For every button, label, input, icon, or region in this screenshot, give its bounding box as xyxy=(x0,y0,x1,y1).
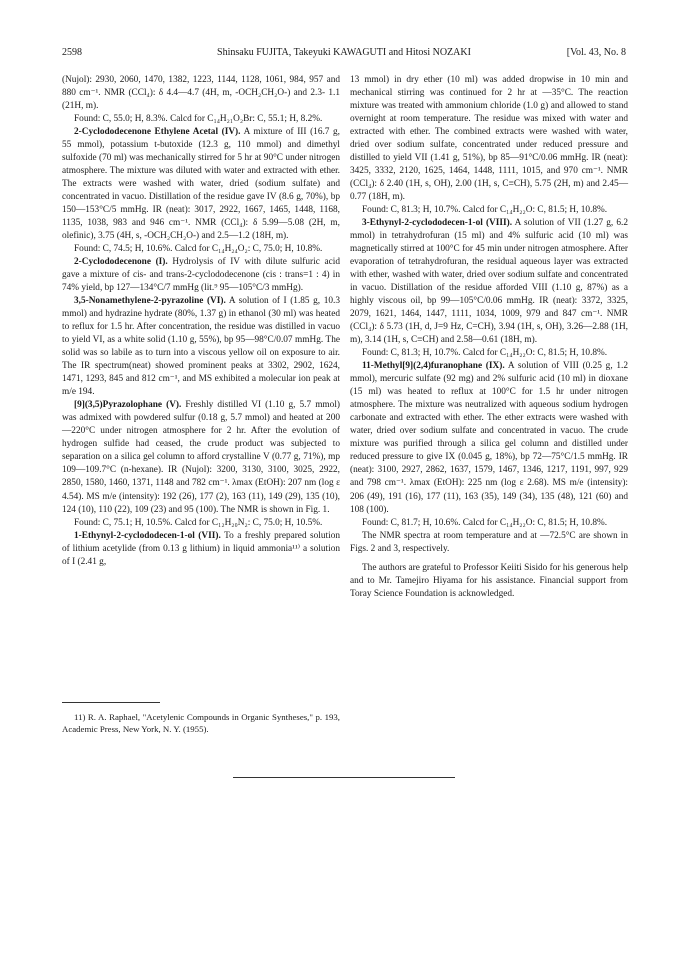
paragraph-text: To a freshly prepared solution of lithium acetylide (from 0.13 g lithium) in liquid ammonia¹¹⁾ a solution of I (2.41 g, xyxy=(62,530,341,567)
paragraph-text: The NMR spectra at room temperature and at —72.5°C are shown in Figs. 2 and 3, respectively. xyxy=(350,530,628,554)
left-column-paragraph xyxy=(62,517,340,530)
left-column-paragraph xyxy=(62,74,340,113)
left-column-paragraph xyxy=(62,126,340,243)
right-column-paragraph xyxy=(350,562,628,601)
right-column-paragraph xyxy=(350,74,628,204)
running-header-authors: Shinsaku FUJITA, Takeyuki KAWAGUTI and Hitosi NOZAKI xyxy=(217,47,471,58)
section-heading: 2-Cyclododecenone (I). xyxy=(74,257,168,268)
left-column-paragraph xyxy=(62,256,340,295)
paragraph-text: Found: C, 81.3; H, 10.7%. Calcd for C₁₄H₂₂O: C, 81.5; H, 10.8%. xyxy=(362,205,608,216)
volume-issue: [Vol. 43, No. 8 xyxy=(566,47,626,58)
paragraph-text: A mixture of III (16.7 g, 55 mmol), potassium t-butoxide (12.3 g, 110 mmol) and dimethyl sulfoxide (70 ml) was mechanically stirred for 5 hr at 90°C under nitrogen atmosphere. The mixture was diluted with water and extracted with ether. The extracts were washed with water, dried (sodium sulfate) and concentrated in vacuo. Distillation of the residue gave IV (8.6 g, 70%), bp 150—153°C/5 mmHg. IR (neat): 3017, 2922, 1667, 1465, 1448, 1168, 1135, 1038, 983 and 946 cm⁻¹. NMR (CCl₄): δ 5.99—5.08 (2H, m, olefinic), 3.75 (4H, s, -OCH₂CH₂O-) and 2.5—1.2 (18H, m). xyxy=(62,127,340,242)
section-heading: 11-Methyl[9](2,4)furanophane (IX). xyxy=(362,361,505,372)
footnote-divider xyxy=(62,702,160,703)
left-column xyxy=(62,74,340,569)
paragraph-text: Found: C, 55.0; H, 8.3%. Calcd for C₁₄H₂₁O₂Br: C, 55.1; H, 8.2%. xyxy=(74,114,323,125)
paragraph-text: Found: C, 81.3; H, 10.7%. Calcd for C₁₄H₂₂O: C, 81.5; H, 10.8%. xyxy=(362,348,608,359)
left-column-paragraph xyxy=(62,243,340,256)
section-heading: 3-Ethynyl-2-cyclododecen-1-ol (VIII). xyxy=(362,218,513,229)
paragraph-text: 13 mmol) in dry ether (10 ml) was added dropwise in 10 min and mechanical stirring was continued for 2 hr at —35°C. The reaction mixture was treated with ammonium chloride (1.0 g) and allowed to stand overnight at room temperature. The residue was mixed with water and extracted with ether. The combined extracts were washed with water, dried over sodium sulfate, concentrated under reduced pressure and distilled to yield VII (1.41 g, 51%), bp 85—91°C/0.06 mmHg. IR (neat): 3425, 3332, 2120, 1625, 1464, 1448, 1111, 1015, and 970 cm⁻¹. NMR (CCl₄): δ 2.40 (1H, s, OH), 2.00 (1H, s, C≡CH), 5.75 (2H, m) and 2.45—0.77 (18H, m). xyxy=(350,75,628,203)
footnote xyxy=(62,711,340,735)
page-number: 2598 xyxy=(62,47,82,58)
section-heading: [9](3,5)Pyrazolophane (V). xyxy=(74,400,182,411)
paragraph-text: Hydrolysis of IV with dilute sulfuric acid gave a mixture of cis- and trans-2-cyclododecenone (cis : trans=1 : 4) in 74% yield, bp 127—134°C/7 mmHg (lit.⁹ 95—105°C/3 mmHg). xyxy=(62,257,340,294)
section-heading: 2-Cyclododecenone Ethylene Acetal (IV). xyxy=(74,127,241,138)
left-column-paragraph xyxy=(62,113,340,126)
paragraph-text: Found: C, 75.1; H, 10.5%. Calcd for C₁₂H₂₀N₂: C, 75.0; H, 10.5%. xyxy=(74,517,323,528)
paragraph-text: Found: C, 74.5; H, 10.6%. Calcd for C₁₄H₂₄O₂: C, 75.0; H, 10.8%. xyxy=(74,244,323,255)
section-heading: 1-Ethynyl-2-cyclododecen-1-ol (VII). xyxy=(74,530,221,541)
right-column-paragraph xyxy=(350,530,628,556)
paragraph-text: Freshly distilled VI (1.10 g, 5.7 mmol) was admixed with powdered sulfur (0.18 g, 5.7 mmol) and heated at 200—220°C under nitrogen atmosphere for 2 hr. After the evolution of hydrogen sulfide had ceased, the crude product was subjected to separation on a silica gel column to afford crystalline V (0.77 g, 71%), mp 109—109.7°C (n-hexane). IR (Nujol): 3200, 3130, 3100, 3025, 2922, 2850, 1580, 1460, 1371, 1148 and 782 cm⁻¹. λmax (EtOH): 207 nm (log ε 4.54). MS m/e (intensity): 192 (26), 177 (2), 163 (11), 149 (29), 135 (10), 124 (10), 110 (22), 109 (23) and 95 (100). The NMR is shown in Fig. 1. xyxy=(62,400,340,515)
right-column-paragraph xyxy=(350,360,628,516)
paragraph-text: (Nujol): 2930, 2060, 1470, 1382, 1223, 1144, 1128, 1061, 984, 957 and 880 cm⁻¹. NMR (CCl₄): δ 4.4—4.7 (4H, m, -OCH₂CH₂O-) and 2.3- 1.1 (21H, m). xyxy=(62,75,340,112)
paragraph-text: A solution of I (1.85 g, 10.3 mmol) and hydrazine hydrate (80%, 1.37 g) in ethanol (30 ml) was heated to reflux for 1.5 hr. After concentration, the residue was distilled in vacuo to yield VI, as a white solid (1.10 g, 55%), bp 95—98°C/0.07 mmHg. The solid was so labile as to turn into a viscous yellow oil on exposure to air. The IR spectrum(neat) showed prominent peaks at 3302, 2902, 1624, 1471, 1293, 845 and 812 cm⁻¹, and MS exhibited a molecular ion peak at m/e 194. xyxy=(62,296,340,398)
left-column-paragraph xyxy=(62,295,340,399)
paragraph-text: Found: C, 81.7; H, 10.6%. Calcd for C₁₄H₂₂O: C, 81.5; H, 10.8%. xyxy=(362,517,608,528)
end-of-article-rule xyxy=(233,777,455,778)
left-column-paragraph xyxy=(62,530,340,569)
right-column-paragraph xyxy=(350,347,628,360)
section-heading: 3,5-Nonamethylene-2-pyrazoline (VI). xyxy=(74,296,226,307)
paragraph-text: The authors are grateful to Professor Keiiti Sisido for his generous help and to Mr. Tamejiro Hiyama for his assistance. Financial support from Toray Science Foundation is acknowledged. xyxy=(350,562,628,599)
right-column-paragraph xyxy=(350,204,628,217)
paragraph-text: A solution of VII (1.27 g, 6.2 mmol) in tetrahydrofuran (15 ml) and 4% sulfuric acid (10 ml) was magnetically stirred at 100°C for 45 min under nitrogen atmosphere. After evaporation of tetrahydrofuran, the residual aqueous layer was extracted with ether, washed with water, dried over sodium sulfate and concentrated in vacuo. Distillation of the residue afforded VIII (1.10 g, 87%) as a highly viscous oil, bp 99—105°C/0.06 mmHg. IR (neat): 3372, 3325, 2079, 1621, 1464, 1447, 1111, 1034, 1009, 979 and 847 cm⁻¹. NMR (CCl₄): δ 5.73 (1H, d, J=9 Hz, C=CH), 3.94 (1H, s, OH), 3.26—2.88 (1H, m), 3.14 (1H, s, C≡CH) and 2.58—0.61 (18H, m). xyxy=(350,218,628,346)
right-column-paragraph xyxy=(350,217,628,347)
right-column-paragraph xyxy=(350,517,628,530)
left-column-paragraph xyxy=(62,399,340,516)
running-header xyxy=(62,46,626,60)
footnote-reference: 11) R. A. Raphael, "Acetylenic Compounds in Organic Syntheses," p. 193, Academic Press, New York, N. Y. (1955). xyxy=(62,712,340,734)
right-column xyxy=(350,74,628,601)
paragraph-text: A solution of VIII (0.25 g, 1.2 mmol), mercuric sulfate (92 mg) and 2% sulfuric acid (10 ml) in dioxane (15 ml) was heated to reflux at 100°C for 1.5 hr under nitrogen atmosphere. The mixture was neutralized with aqueous sodium hydrogen carbonate and extracted with ether. The ether extracts were washed with water, dried over sodium sulfate and concentrated in vacuo. The crude mixture was purified through a silica gel column and distilled under reduced pressure to give IX (0.045 g, 18%), bp 72—75°C/1.5 mmHg. IR (neat): 3100, 2927, 2862, 1637, 1579, 1467, 1346, 1217, 1191, 997, 929 and 798 cm⁻¹. λmax (EtOH): 225 nm (log ε 2.68). MS m/e (intensity): 206 (49), 191 (16), 177 (11), 163 (35), 149 (34), 135 (48), 121 (60) and 108 (100). xyxy=(350,361,628,515)
